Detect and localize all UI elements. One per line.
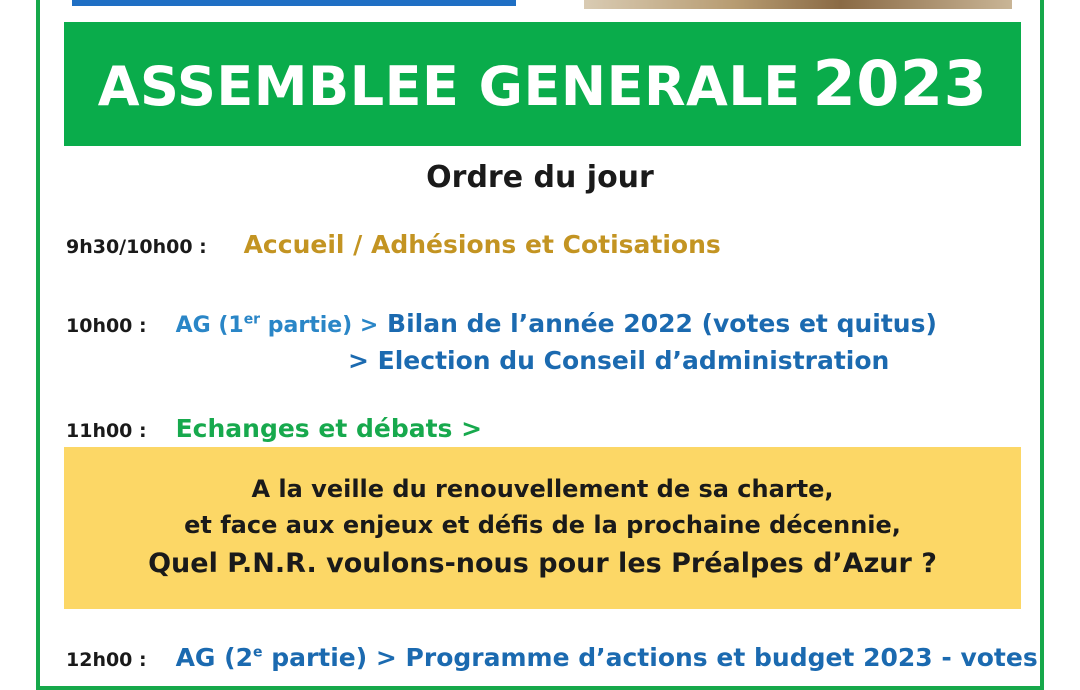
agenda-item-ag-part1 — [66, 309, 937, 338]
agenda-prefix-start: AG (2 — [175, 643, 253, 672]
agenda-item-ag-part1-line2 — [348, 346, 889, 375]
agenda-label: Bilan de l’année 2022 (votes et quitus) — [378, 309, 937, 338]
agenda-label: Accueil / Adhésions et Cotisations — [243, 230, 721, 259]
agenda-label-2: > Election du Conseil d’administration — [348, 346, 890, 375]
agenda-prefix — [176, 313, 379, 338]
header-color-bar — [72, 0, 516, 6]
header-photo-strip — [584, 0, 1012, 9]
agenda-time: 12h00 : — [66, 649, 147, 671]
agenda-item-ag-part2 — [66, 643, 1038, 672]
agenda-time: 11h00 : — [66, 420, 147, 442]
agenda-label: Echanges et débats > — [175, 414, 483, 443]
agenda-item-accueil — [66, 230, 721, 259]
banner-title — [97, 47, 988, 120]
callout-line-1: A la veille du renouvellement de sa charte, — [251, 475, 834, 503]
agenda-time: 10h00 : — [66, 315, 147, 337]
agenda-prefix-end: partie) > — [262, 643, 397, 672]
title-banner — [64, 22, 1021, 146]
agenda-prefix-sup: e — [252, 644, 263, 661]
agenda-item-echanges — [66, 414, 482, 443]
banner-year: 2023 — [812, 47, 988, 120]
agenda-prefix-end: partie) > — [260, 313, 379, 338]
debate-question-callout — [64, 447, 1021, 609]
agenda-heading: Ordre du jour — [426, 160, 654, 195]
callout-line-3: Quel P.N.R. voulons-nous pour les Préalpes d’Azur ? — [148, 548, 937, 579]
agenda-prefix-sup: er — [243, 311, 261, 328]
agenda-label: Programme d’actions et budget 2023 - votes — [396, 643, 1038, 672]
callout-line-2: et face aux enjeux et défis de la prochaine décennie, — [184, 511, 901, 539]
agenda-time: 9h30/10h00 : — [66, 236, 207, 258]
banner-title-text: ASSEMBLEE GENERALE — [97, 55, 801, 118]
agenda-prefix-start: AG (1 — [175, 313, 244, 338]
agenda-prefix — [176, 643, 397, 672]
